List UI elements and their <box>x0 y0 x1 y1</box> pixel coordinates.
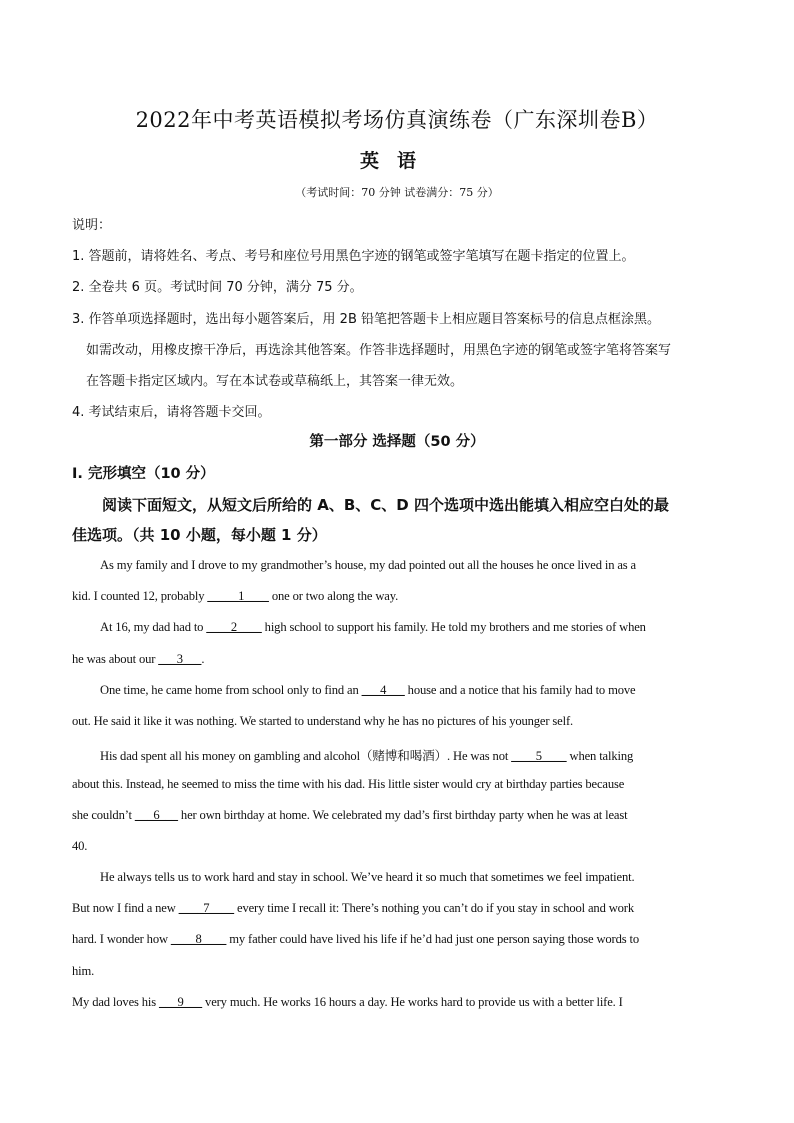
instruction-3: 3. 作答单项选择题时，选出每小题答案后，用 2B 铅笔把答题卡上相应题目答案标号的信息点框涂黑。 <box>72 312 660 327</box>
passage-text: house and a notice that his family had to move <box>404 683 636 697</box>
passage-text: His dad spent all his money on gambling and alcohol（赌博和喝酒）. He was not <box>100 749 512 763</box>
blank-2: ____2____ <box>206 620 262 634</box>
passage-text: . <box>201 652 205 666</box>
passage-line: out. He said it like it was nothing. We started to understand why he has no pictures of his younger self. <box>72 714 573 728</box>
passage-line: about this. Instead, he seemed to miss the time with his dad. His little sister would cry at birthday parties because <box>72 777 625 791</box>
instruction-4: 4. 考试结束后，请将答题卡交回。 <box>72 405 271 420</box>
instruction-2: 2. 全卷共 6 页。考试时间 70 分钟，满分 75 分。 <box>72 280 363 295</box>
passage-text: high school to support his family. He told my brothers and me stories of when <box>261 620 646 634</box>
passage-text: my father could have lived his life if he’d had just one person saying those words to <box>226 932 639 946</box>
passage-line <box>72 652 204 667</box>
passage-line <box>100 620 646 635</box>
passage-text: kid. I counted 12, probably <box>72 589 208 603</box>
passage-text: One time, he came home from school only to find an <box>100 683 362 697</box>
passage-line <box>100 683 635 698</box>
instruction-3-cont-2: 在答题卡指定区域内。写在本试卷或草稿纸上，其答案一律无效。 <box>86 374 464 389</box>
exam-time-and-score: （考试时间：70 分钟 试卷满分：75 分） <box>295 186 499 199</box>
passage-text: when talking <box>566 749 634 763</box>
passage-text: she couldn’t <box>72 808 135 822</box>
direction-line-2: 佳选项。（共 10 小题，每小题 1 分） <box>72 526 327 544</box>
passage-line <box>100 745 633 764</box>
passage-text: hard. I wonder how <box>72 932 171 946</box>
passage-line <box>72 995 623 1010</box>
part-heading: I. 完形填空（10 分） <box>72 466 215 482</box>
direction-line-1: 阅读下面短文，从短文后所给的 A、B、C、D 四个选项中选出能填入相应空白处的最 <box>102 496 669 514</box>
blank-7: ____7____ <box>178 901 235 915</box>
blank-8: ____8____ <box>170 932 227 946</box>
blank-1: _____1____ <box>207 589 269 603</box>
blank-9: ___9___ <box>159 995 203 1009</box>
exam-title: 2022年中考英语模拟考场仿真演练卷（广东深圳卷B） <box>135 108 659 132</box>
passage-line: 40. <box>72 839 88 853</box>
instruction-3-cont-1: 如需改动，用橡皮擦干净后，再选涂其他答案。作答非选择题时，用黑色字迹的钢笔或签字笔将答案写 <box>86 343 672 358</box>
passage-text: her own birthday at home. We celebrated my dad’s first birthday party when he was at least <box>177 808 628 822</box>
passage-line <box>72 808 627 823</box>
subject-title: 英语 <box>359 150 434 172</box>
blank-5: ____5____ <box>511 749 567 763</box>
passage-text: one or two along the way. <box>268 589 399 603</box>
passage-line <box>72 932 639 947</box>
instructions-label: 说明： <box>72 218 112 233</box>
blank-4: ___4___ <box>361 683 405 697</box>
passage-text: every time I recall it: There’s nothing you can’t do if you stay in school and work <box>234 901 634 915</box>
passage-line: As my family and I drove to my grandmother’s house, my dad pointed out all the houses he once lived in as a <box>100 558 636 572</box>
section-title: 第一部分 选择题（50 分） <box>309 434 485 450</box>
passage-text: But now I find a new <box>72 901 179 915</box>
blank-6: ___6___ <box>134 808 178 822</box>
passage-line: him. <box>72 964 95 978</box>
passage-line <box>72 589 398 604</box>
passage-text: he was about our <box>72 652 159 666</box>
passage-text: At 16, my dad had to <box>100 620 207 634</box>
passage-text: very much. He works 16 hours a day. He works hard to provide us with a better life. I <box>202 995 623 1009</box>
instruction-1: 1. 答题前，请将姓名、考点、考号和座位号用黑色字迹的钢笔或签字笔填写在题卡指定的位置上。 <box>72 249 635 264</box>
blank-3: ___3___ <box>158 652 202 666</box>
passage-text: My dad loves his <box>72 995 160 1009</box>
passage-line <box>72 901 634 916</box>
passage-line: He always tells us to work hard and stay in school. We’ve heard it so much that sometimes we feel impatient. <box>100 870 635 884</box>
